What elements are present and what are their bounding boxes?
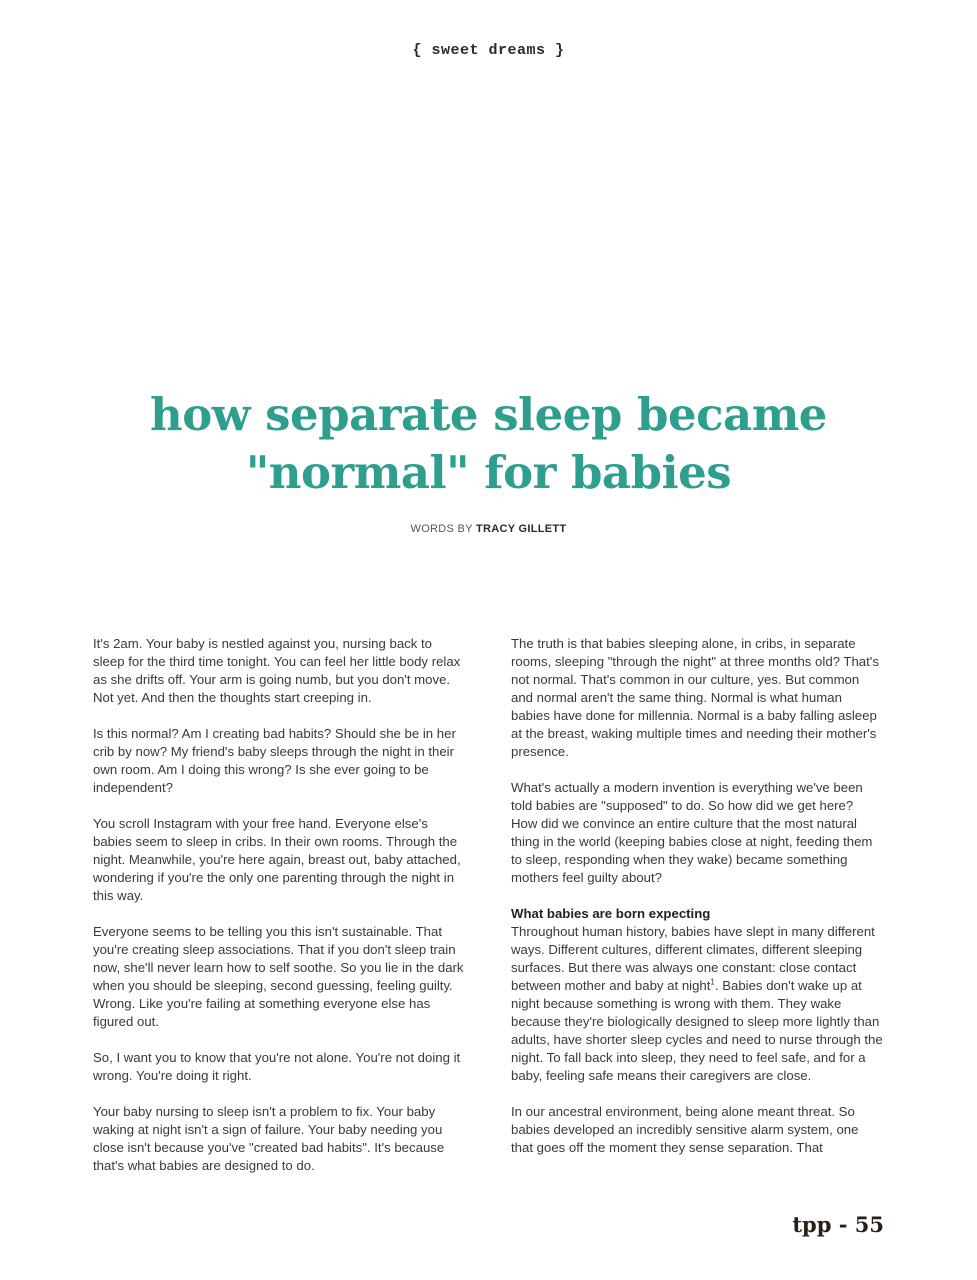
byline — [0, 523, 977, 535]
footnote-ref: 1 — [710, 977, 715, 987]
paragraph-text: . Babies don't wake up at night because something is wrong with them. They wake because they're biologically designed to sleep more lightly than adults, have shorter sleep cycles and need to nurse through the night. To fall back into sleep, they need to feel safe, and for a baby, feeling safe means their caregivers are close. — [511, 978, 883, 1083]
page-number: tpp - 55 — [792, 1212, 884, 1237]
paragraph — [511, 923, 883, 1085]
section-tag: { sweet dreams } — [412, 42, 565, 59]
article-title-line-1: how separate sleep became — [150, 388, 827, 441]
paragraph: It's 2am. Your baby is nestled against you, nursing back to sleep for the third time tonight. You can feel her little body relax as she drifts off. Your arm is going numb, but you don't move. Not yet. And then the thoughts start creeping in. — [93, 636, 461, 705]
paragraph: What's actually a modern invention is everything we've been told babies are "supposed" to do. So how did we get here? How did we convince an entire culture that the most natural thing in the world (keeping babies close at night, feeding them to sleep, responding when they wake) became something mothers feel guilty about? — [511, 780, 873, 885]
paragraph: The truth is that babies sleeping alone, in cribs, in separate rooms, sleeping "through the night" at three months old? That's not normal. That's common in our culture, yes. But common and normal aren't the same thing. Normal is what human babies have done for millennia. Normal is a baby falling asleep at the breast, waking multiple times and needing their mother's presence. — [511, 636, 879, 759]
paragraph: So, I want you to know that you're not alone. You're not doing it wrong. You're doing it right. — [93, 1050, 461, 1083]
paragraph: You scroll Instagram with your free hand. Everyone else's babies seem to sleep in cribs. In their own rooms. Through the night. Meanwhile, you're here again, breast out, baby attached, wondering if you're the only one parenting through the night in this way. — [93, 816, 461, 903]
right-column — [511, 635, 883, 1175]
paragraph: Everyone seems to be telling you this isn't sustainable. That you're creating sleep associations. That if you don't sleep train now, she'll never learn how to self soothe. So you lie in the dark when you should be sleeping, second guessing, feeling guilty. Wrong. Like you're failing at something everyone else has figured out. — [93, 924, 464, 1029]
paragraph: In our ancestral environment, being alone meant threat. So babies developed an incredibly sensitive alarm system, one that goes off the moment they sense separation. That — [511, 1104, 859, 1155]
article-title — [0, 386, 977, 502]
subheading: What babies are born expecting — [511, 906, 711, 921]
paragraph: Is this normal? Am I creating bad habits? Should she be in her crib by now? My friend's baby sleeps through the night in their own room. Am I doing this wrong? Is she ever going to be independent? — [93, 726, 456, 795]
paragraph: Your baby nursing to sleep isn't a problem to fix. Your baby waking at night isn't a sign of failure. Your baby needing you close isn't because you've "created bad habits". It's because that's what babies are designed to do. — [93, 1104, 445, 1173]
left-column — [93, 635, 465, 1193]
byline-prefix: WORDS BY — [410, 523, 473, 535]
article-title-line-2: "normal" for babies — [245, 446, 732, 499]
paragraph-text: Throughout human history, babies have slept in many different ways. Different cultures, different climates, different sleeping surfaces. But there was always one constant: close contact between mother and baby at night — [511, 924, 875, 993]
byline-author: TRACY GILLETT — [475, 523, 567, 535]
